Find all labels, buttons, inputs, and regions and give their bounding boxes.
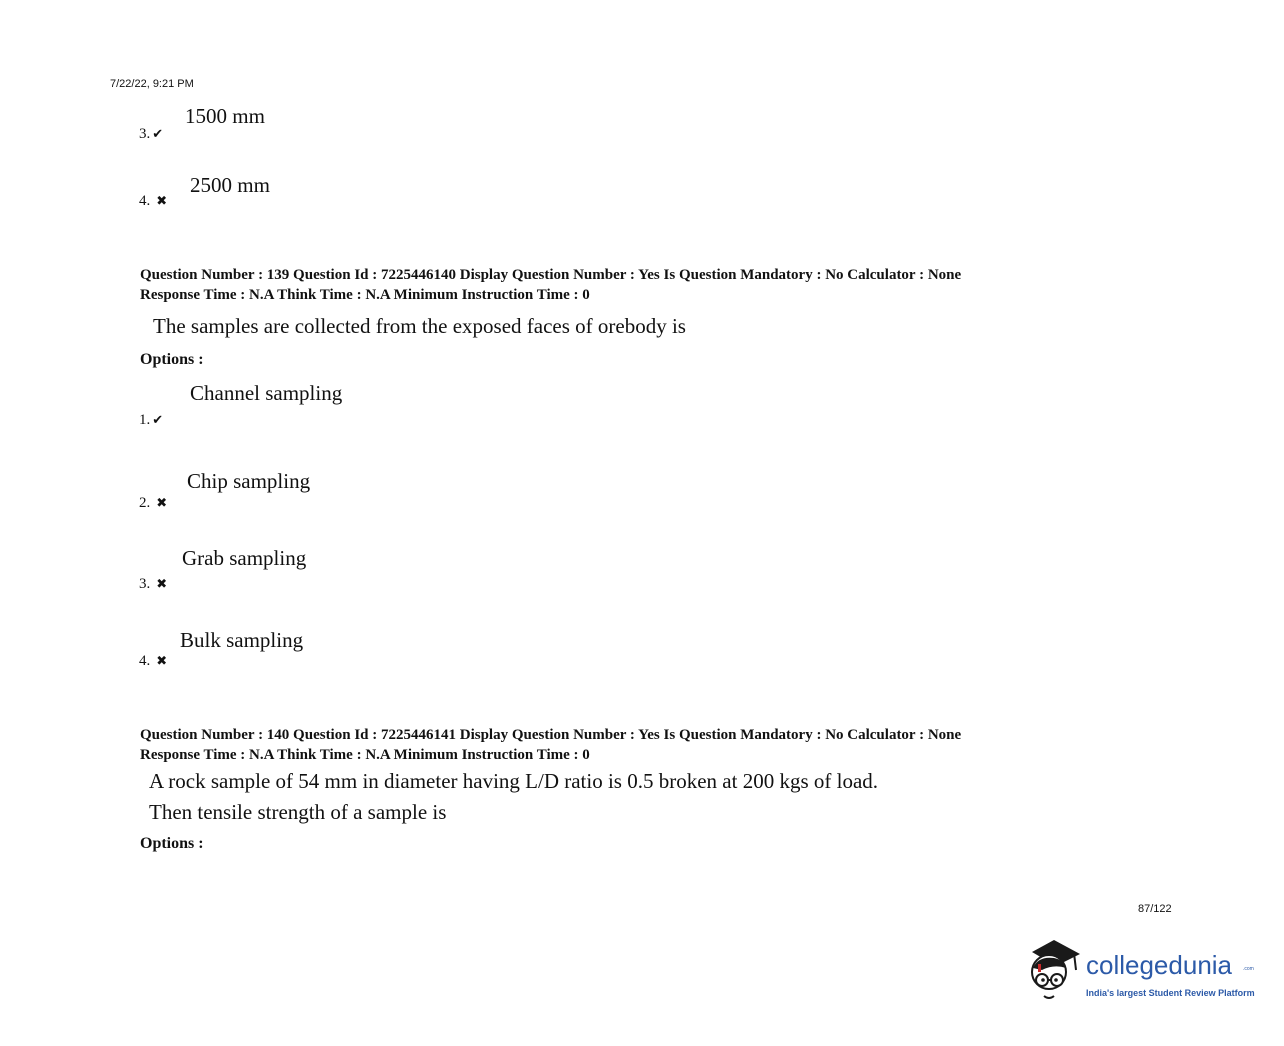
wrong-cross-icon: ✖ — [156, 193, 168, 208]
correct-check-icon: ✔ — [152, 126, 164, 141]
option-number: 2. — [139, 495, 151, 511]
prev-option-3-text: 1500 mm — [185, 104, 265, 128]
question-meta-line-1: Question Number : 139 Question Id : 7225446140 Display Question Number : Yes Is Question Mandatory : No Calculator : None — [140, 267, 962, 283]
prev-option-3 — [139, 125, 163, 143]
option-4-text: Bulk sampling — [180, 628, 304, 652]
wrong-cross-icon: ✖ — [156, 653, 168, 668]
question-140-meta — [140, 725, 961, 765]
question-140-text-line-1: A rock sample of 54 mm in diameter having L/D ratio is 0.5 broken at 200 kgs of load. — [149, 769, 879, 793]
option-1-text: Channel sampling — [190, 381, 343, 405]
question-meta-line-2: Response Time : N.A Think Time : N.A Minimum Instruction Time : 0 — [140, 747, 590, 763]
option-3 — [139, 575, 167, 593]
prev-option-4-text: 2500 mm — [190, 173, 270, 197]
logo-tagline: India's largest Student Review Platform — [1086, 988, 1255, 998]
option-number: 1. — [139, 412, 151, 428]
print-timestamp: 7/22/22, 9:21 PM — [110, 78, 194, 90]
logo-dotcom: .com — [1243, 966, 1254, 972]
prev-option-4 — [139, 192, 167, 210]
option-1 — [139, 411, 163, 429]
page-number: 87/122 — [1138, 903, 1172, 915]
option-number: 4. — [139, 653, 151, 669]
options-label: Options : — [140, 351, 204, 368]
question-139-text: The samples are collected from the exposed faces of orebody is — [153, 314, 686, 338]
option-number: 3. — [139, 576, 151, 592]
wrong-cross-icon: ✖ — [156, 495, 168, 510]
mascot-icon — [1024, 938, 1084, 1008]
question-139-meta — [140, 265, 961, 305]
logo-wordmark: collegedunia — [1086, 950, 1233, 980]
question-meta-line-2: Response Time : N.A Think Time : N.A Minimum Instruction Time : 0 — [140, 287, 590, 303]
question-140-text-line-2: Then tensile strength of a sample is — [149, 800, 447, 824]
option-number: 4. — [139, 193, 151, 209]
option-2-text: Chip sampling — [187, 469, 311, 493]
correct-check-icon: ✔ — [152, 412, 164, 427]
option-2 — [139, 494, 167, 512]
collegedunia-logo — [1024, 938, 1256, 1008]
option-3-text: Grab sampling — [182, 546, 307, 570]
options-label: Options : — [140, 835, 204, 852]
option-4 — [139, 652, 167, 670]
wrong-cross-icon: ✖ — [156, 576, 168, 591]
question-meta-line-1: Question Number : 140 Question Id : 7225446141 Display Question Number : Yes Is Question Mandatory : No Calculator : None — [140, 727, 962, 743]
option-number: 3. — [139, 126, 151, 142]
